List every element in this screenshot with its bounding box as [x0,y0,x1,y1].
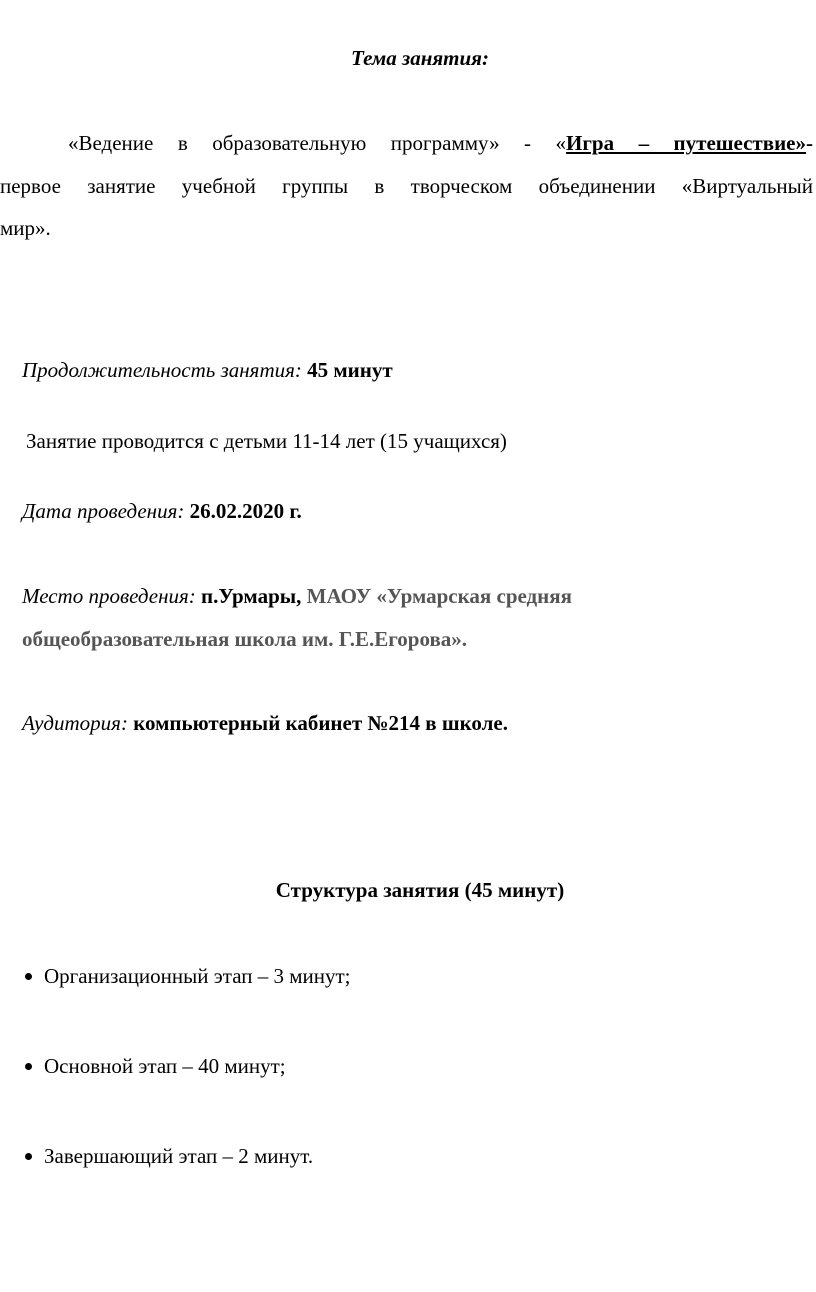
intro-text: «Ведение в образовательную программу» - « [68,131,567,155]
room-label: Аудитория: [22,711,128,735]
bullet-icon [25,1063,32,1070]
duration-label: Продолжительность занятия: [22,358,302,382]
room-row [22,711,508,736]
date-label: Дата проведения: [22,499,185,523]
place-school: МАОУ «Урмарская средняя [306,584,573,608]
stage-text: Организационный этап – 3 минут; [44,964,351,988]
intro-dash: - [806,131,813,155]
place-label: Место проведения: [22,584,196,608]
date-row [22,499,302,524]
duration-row [22,358,393,383]
place-row [22,584,572,609]
stage-text: Основной этап – 40 минут; [44,1054,286,1078]
structure-title: Структура занятия (45 минут) [275,878,565,902]
duration-value: 45 минут [307,358,393,382]
place-town: п.Урмары, [201,584,302,608]
bullet-icon [25,973,32,980]
intro-end-text: мир». [0,216,51,240]
bullet-icon [25,1153,32,1160]
audience-text: Занятие проводится с детьми 11-14 лет (15 учащихся) [26,429,507,453]
list-item [25,1054,286,1079]
intro-line-1 [68,131,813,156]
lesson-topic-heading: Тема занятия: [351,46,489,70]
date-value: 26.02.2020 г. [189,499,302,523]
room-value: компьютерный кабинет №214 в школе. [133,711,508,735]
lesson-game-title: Игра – путешествие» [566,131,806,155]
list-item [25,964,351,989]
place-school-line2: общеобразовательная школа им. Г.Е.Егорова». [22,627,468,651]
list-item [25,1144,313,1169]
stage-text: Завершающий этап – 2 минут. [44,1144,314,1168]
intro-line-3 [0,216,51,241]
intro-line-2: первое занятие учебной группы в творческом объединении «Виртуальный [0,174,813,198]
